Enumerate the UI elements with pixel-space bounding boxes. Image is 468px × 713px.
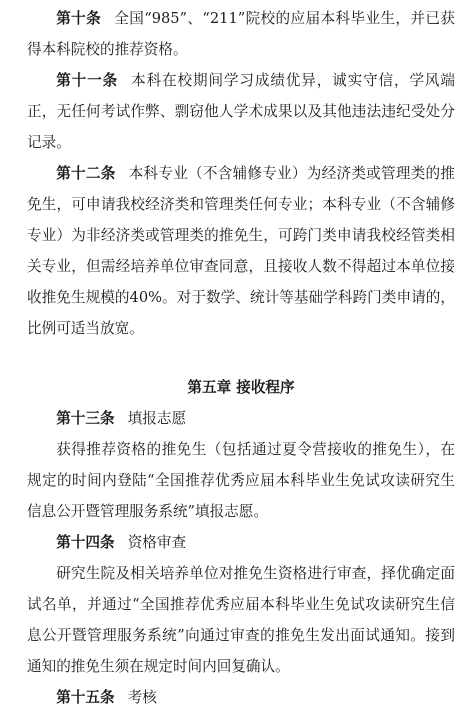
article-12-text: 本科专业（不含辅修专业）为经济类或管理类的推免生，可申请我校经济类和管理类任何专业；本科专业（不含辅修专业）为非经济类或管理类的推免生，可跨门类申请我校经管类相关专业，但需经培养单位审查同意，且接收人数不得超过本单位接收推免生规模的40%。对于数学、统计等基础学科跨门类申请的，比例可适当放宽。 — [27, 165, 455, 337]
article-12 — [27, 158, 455, 344]
article-14-body: 研究生院及相关培养单位对推免生资格进行审查，择优确定面试名单，并通过“全国推荐优秀应届本科毕业生免试攻读研究生信息公开暨管理服务系统”向通过审查的推免生发出面试通知。接到通知的推免生须在规定时间内回复确认。 — [27, 565, 455, 675]
article-13-heading — [27, 403, 455, 434]
chapter-5-title: 第五章 接收程序 — [187, 379, 295, 396]
article-11 — [27, 65, 455, 158]
article-14-heading — [27, 527, 455, 558]
article-15-label: 第十五条 — [56, 689, 115, 706]
article-11-text: 本科在校期间学习成绩优异，诚实守信，学风端正，无任何考试作弊、剽窃他人学术成果以及其他违法违纪受处分记录。 — [27, 72, 455, 151]
article-10 — [27, 3, 455, 65]
article-15-title: 考核 — [127, 689, 157, 706]
article-13-body: 获得推荐资格的推免生（包括通过夏令营接收的推免生），在规定的时间内登陆“全国推荐优秀应届本科毕业生免试攻读研究生信息公开暨管理服务系统”填报志愿。 — [27, 441, 455, 520]
section-spacer — [27, 344, 455, 372]
article-14-title: 资格审查 — [127, 534, 187, 551]
article-13-label: 第十三条 — [56, 410, 115, 427]
article-14-label: 第十四条 — [56, 534, 115, 551]
article-12-label: 第十二条 — [56, 165, 116, 182]
document-page — [27, 0, 455, 713]
article-10-text: 全国“985”、“211”院校的应届本科毕业生，并已获得本科院校的推荐资格。 — [27, 10, 455, 58]
article-15-heading — [27, 682, 455, 713]
article-11-label: 第十一条 — [56, 72, 119, 89]
article-13-title: 填报志愿 — [127, 410, 187, 427]
article-10-label: 第十条 — [56, 10, 102, 27]
